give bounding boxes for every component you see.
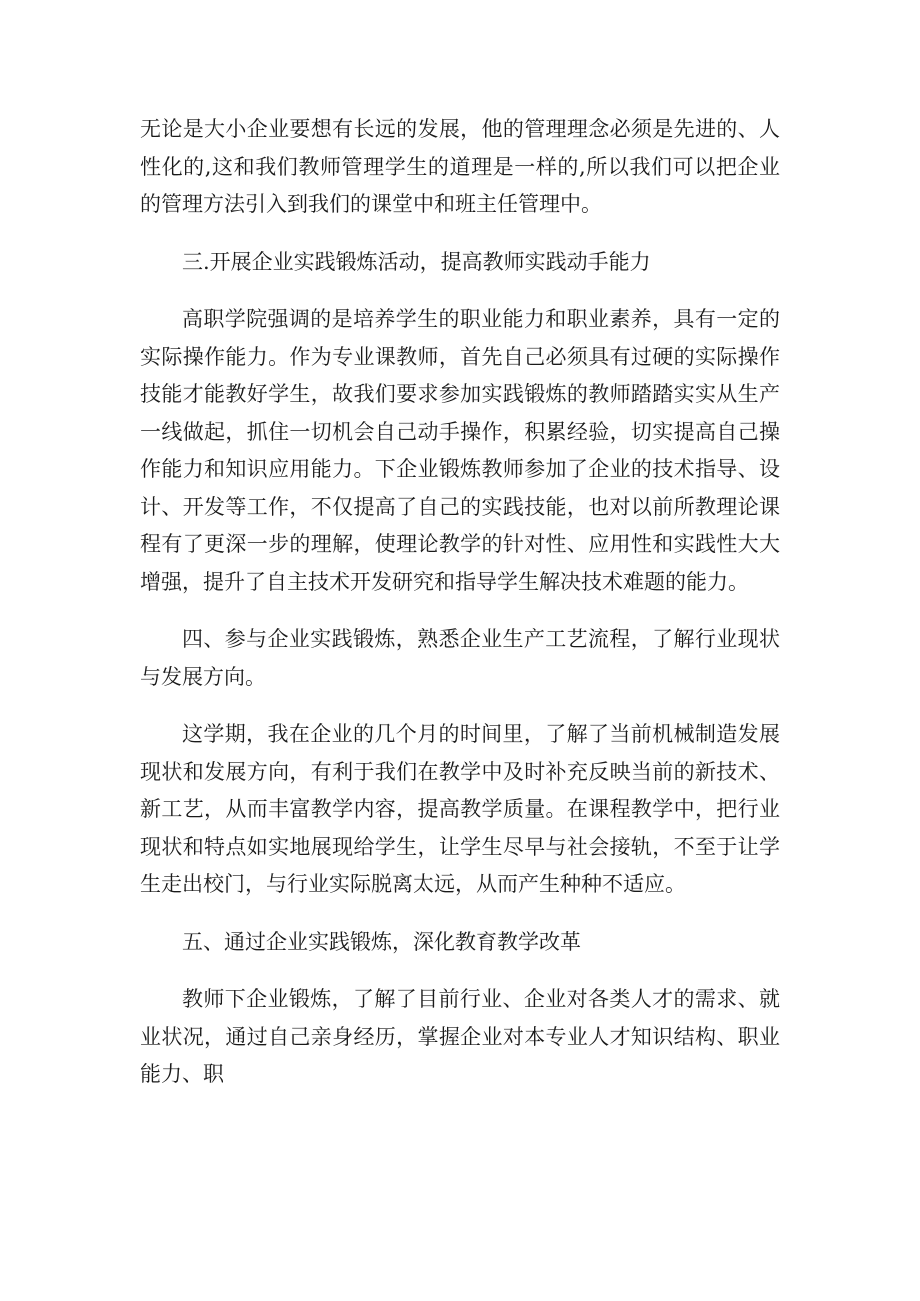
body-text <box>140 111 780 1094</box>
section-heading-4: 四、参与企业实践锻炼，熟悉企业生产工艺流程，了解行业现状与发展方向。 <box>140 627 780 689</box>
paragraph-management-concept: 无论是大小企业要想有长远的发展，他的管理理念必须是先进的、人性化的,这和我们教师管理学生的道理是一样的,所以我们可以把企业的管理方法引入到我们的课堂中和班主任管理中。 <box>140 117 780 216</box>
paragraph-industry-status: 这学期，我在企业的几个月的时间里，了解了当前机械制造发展现状和发展方向，有利于我们在教学中及时补充反映当前的新技术、新工艺，从而丰富教学内容，提高教学质量。在课程教学中，把行业现状和特点如实地展现给学生，让学生尽早与社会接轨，不至于让学生走出校门，与行业实际脱离太远，从而产生种种不适应。 <box>140 722 780 896</box>
paragraph-teaching-reform: 教师下企业锻炼，了解了目前行业、企业对各类人才的需求、就业状况，通过自己亲身经历，掌握企业对本专业人才知识结构、职业能力、职 <box>140 987 780 1086</box>
section-heading-3: 三.开展企业实践锻炼活动，提高教师实践动手能力 <box>182 249 651 274</box>
section-heading-5: 五、通过企业实践锻炼，深化教育教学改革 <box>182 929 581 954</box>
paragraph-practice-ability: 高职学院强调的是培养学生的职业能力和职业素养，具有一定的实际操作能力。作为专业课教师，首先自己必须具有过硬的实际操作技能才能教好学生，故我们要求参加实践锻炼的教师踏踏实实从生产一线做起，抓住一切机会自己动手操作，积累经验，切实提高自己操作能力和知识应用能力。下企业锻炼教师参加了企业的技术指导、设计、开发等工作，不仅提高了自己的实践技能，也对以前所教理论课程有了更深一步的理解，使理论教学的针对性、应用性和实践性大大增强，提升了自主技术开发研究和指导学生解决技术难题的能力。 <box>140 307 780 594</box>
